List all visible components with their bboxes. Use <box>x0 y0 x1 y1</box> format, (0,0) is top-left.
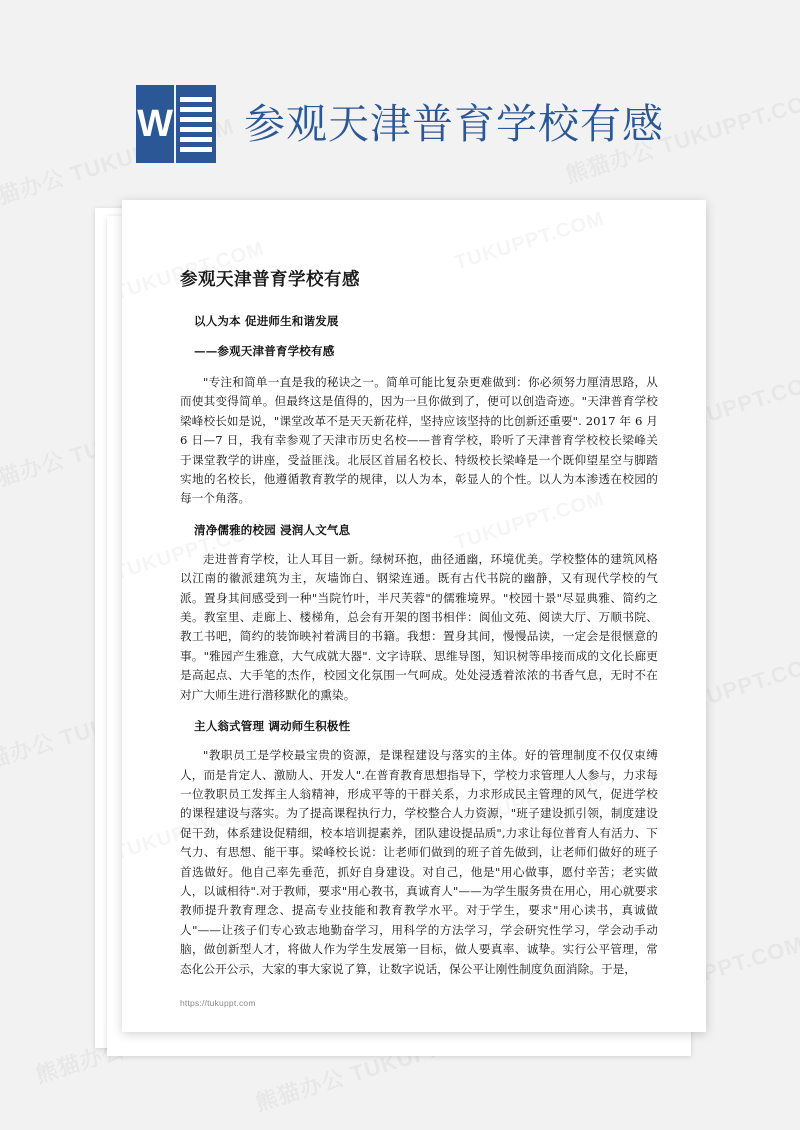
word-icon-letter: W <box>137 102 173 145</box>
footer-url[interactable]: https://tukuppt.com <box>180 998 256 1008</box>
document-header <box>0 78 800 170</box>
document-page-stack <box>95 200 715 1060</box>
document-byline: ——参观天津普育学校有感 <box>194 344 335 358</box>
section-heading-3: 主人翁式管理 调动师生积极性 <box>194 719 351 734</box>
page-sheet-front[interactable] <box>122 200 706 1032</box>
word-icon-lines <box>176 85 216 163</box>
paragraph-2: 走进普育学校，让人耳目一新。绿树环抱，曲径通幽，环境优美。学校整体的建筑风格以江南的徽派建筑为主，灰墙饰白、钢梁连通。既有古代书院的幽静，又有现代学校的气派。置身其间感受到一种"当院竹叶，半尺芙蓉"的儒雅境界。"校园十景"尽显典雅、简约之美。教室里、走廊上、楼梯角，总会有开架的图书相伴：阆仙文苑、阅读大厅、万顺书院、教工书吧，简约的装饰映衬着满目的书籍。我想：置身其间，慢慢品读，一定会是很惬意的事。"雅园产生雅意，大气成就大器". 文字诗联、思维导图，知识树等串接而成的文化长廊更是高起点、大手笔的杰作，校园文化氛围一气呵成。处处浸透着浓浓的书香气息，无时不在对广大师生进行潜移默化的熏染。 <box>180 551 658 702</box>
document-subtitle: 以人为本 促进师生和谐发展 <box>194 314 339 328</box>
section-heading-2: 清净儒雅的校园 浸润人文气息 <box>194 522 351 537</box>
word-document-icon <box>136 83 218 165</box>
document-heading: 参观天津普育学校有感 <box>180 270 360 290</box>
page-title: 参观天津普育学校有感 <box>244 99 664 148</box>
document-page-content <box>122 200 706 1032</box>
paragraph-1: "专注和简单一直是我的秘诀之一。简单可能比复杂更难做到：你必须努力厘清思路，从而使其变得简单。但最终这是值得的，因为一旦你做到了，便可以创造奇迹。"天津普育学校梁峰校长如是说，"课堂改革不是天天新花样，坚持应该坚持的比创新还重要". 2017 年 6 月 6 日—7 日，我有幸参观了天津市历史名校——普育学校，聆听了天津普育学校校长梁峰关于课堂教学的讲座，受益匪浅。北辰区首届名校长、特级校长梁峰是一个既仰望星空与脚踏实地的名校长，他遵循教育教学的规律，以人为本，彰显人的个性。以人为本渗透在校园的每一个角落。 <box>180 375 658 506</box>
paragraph-3: "教职员工是学校最宝贵的资源，是课程建设与落实的主体。好的管理制度不仅仅束缚人，而是肯定人、激励人、开发人".在普育教育思想指导下，学校力求管理人人参与，力求每一位教职员工发挥主人翁精神，形成平等的干群关系，力求形成民主管理的风气，促进学校的课程建设与落实。为了提高课程执行力，学校整合人力资源，"班子建设抓引领，制度建设促干劲，体系建设促精细，校本培训提素养，团队建设提品质",力求让每位普育人有活力、下气力、有思想、能干事。梁峰校长说：让老师们做到的班子首先做到，让老师们做好的班子首选做好。他自己率先垂范，抓好自身建设。对自己，他是"用心做事，愿付辛苦；老实做人，以诚相待".对于教师，要求"用心教书，真诚育人"——为学生服务贵在用心，用心就要求教师提升教育理念、提高专业技能和教育教学水平。对于学生，要求"用心读书，真诚做人"——让孩子们专心致志地勤奋学习，用科学的方法学习，学会研究性学习，学会动手动脑，做创新型人才，将做人作为学生发展第一目标，做人要真率、诚挚。实行公平管理，常态化公开公示，大家的事大家说了算，让数字说话，保公平让刚性制度负面消除。于是， <box>180 748 658 976</box>
